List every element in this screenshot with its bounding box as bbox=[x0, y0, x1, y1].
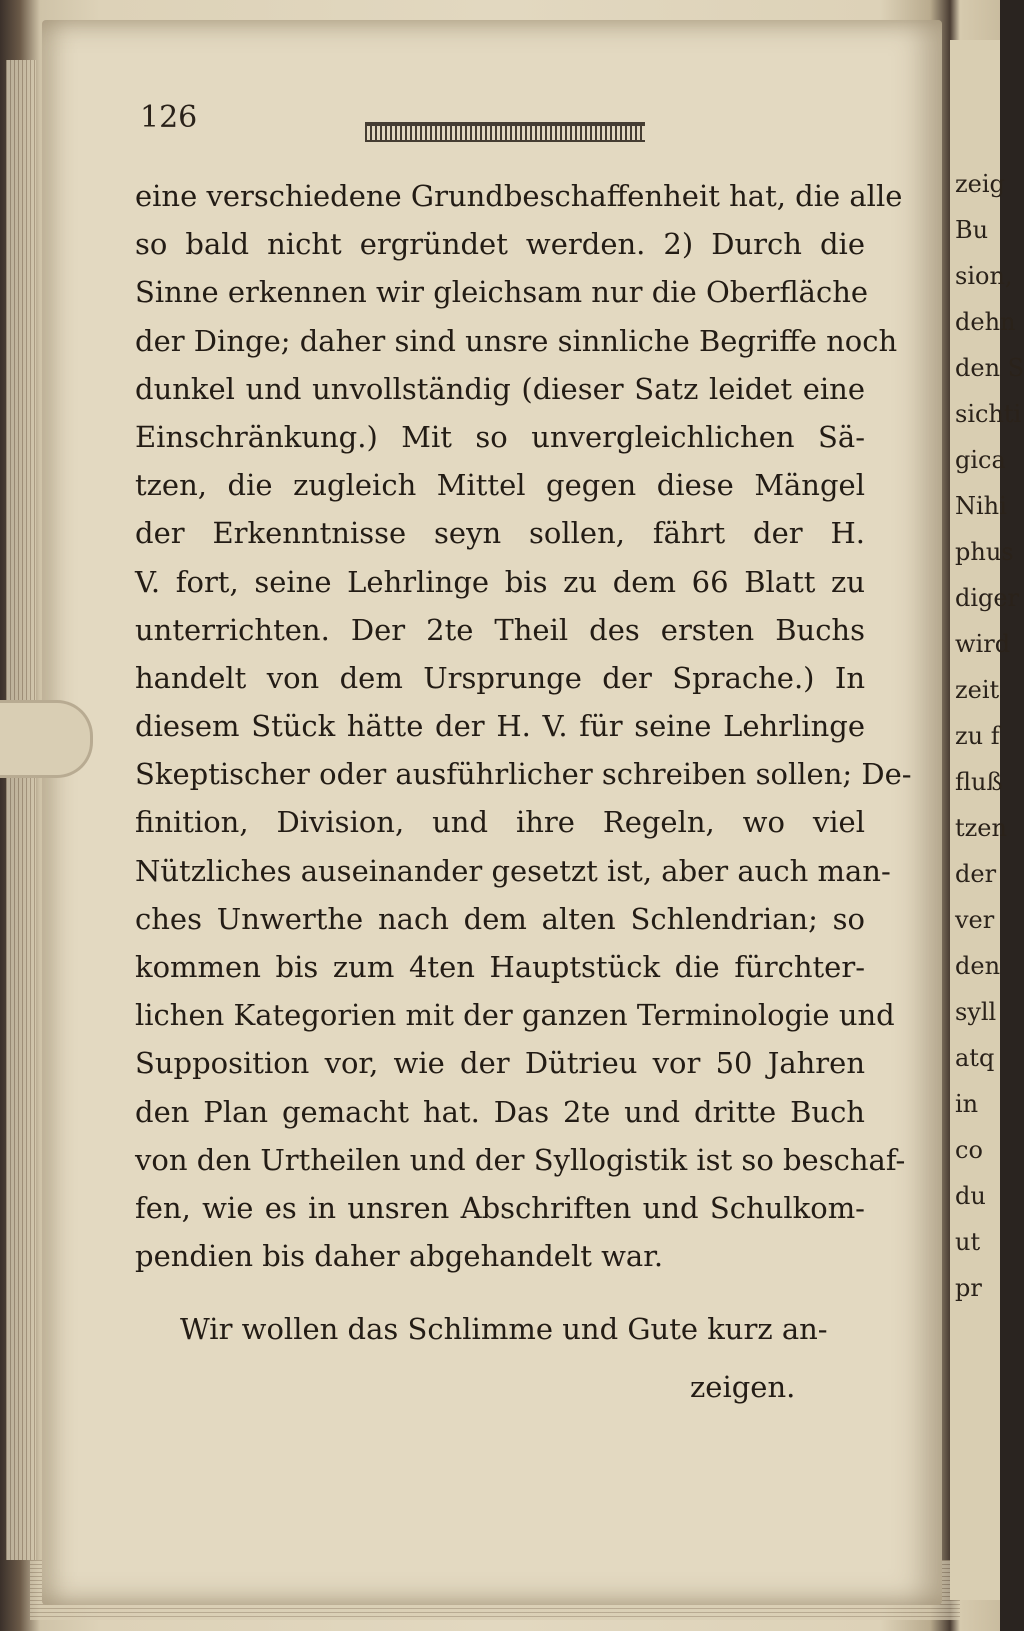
facing-page-fragment: diger bbox=[955, 584, 1020, 612]
text-line: tzen, die zugleich Mittel gegen diese Mängel bbox=[135, 468, 865, 503]
text-line: Supposition vor, wie der Dütrieu vor 50 Jahren bbox=[135, 1046, 865, 1081]
facing-page-fragment: phus bbox=[955, 538, 1014, 566]
body-text bbox=[135, 172, 912, 1280]
facing-page-fragment: ver bbox=[955, 906, 995, 934]
text-line: handelt von dem Ursprunge der Sprache.) In bbox=[135, 660, 865, 695]
facing-page-fragment: sichti bbox=[955, 400, 1022, 428]
text-line: den Plan gemacht hat. Das 2te und dritte Buch bbox=[135, 1094, 865, 1129]
facing-page-fragment: wird bbox=[955, 630, 1011, 658]
facing-page-fragment: atq bbox=[955, 1044, 995, 1072]
page-clip-tab bbox=[0, 700, 93, 778]
facing-page-fragment: zeig bbox=[955, 170, 1005, 198]
facing-page-fragment: den bbox=[955, 952, 1001, 980]
text-line: fen, wie es in unsren Abschriften und Schulkom- bbox=[135, 1190, 865, 1225]
text-line: so bald nicht ergründet werden. 2) Durch die bbox=[135, 227, 865, 262]
facing-page-fragment: fluß bbox=[955, 768, 1003, 796]
facing-page-fragment: du bbox=[955, 1182, 986, 1210]
facing-page-fragment: der bbox=[955, 860, 997, 888]
text-line: Sinne erkennen wir gleichsam nur die Oberfläche bbox=[135, 275, 869, 310]
text-line: der Erkenntnisse seyn sollen, fährt der H. bbox=[135, 516, 865, 551]
facing-page-fragment: Nihi bbox=[955, 492, 1007, 520]
text-line: V. fort, seine Lehrlinge bis zu dem 66 Blatt zu bbox=[135, 564, 865, 599]
page-number: 126 bbox=[140, 100, 198, 135]
text-line: ches Unwerthe nach dem alten Schlendrian; so bbox=[135, 901, 865, 936]
facing-page-fragment: syll bbox=[955, 998, 997, 1026]
facing-page-fragment: zeit bbox=[955, 676, 1000, 704]
facing-page-fragment: dehn bbox=[955, 308, 1016, 336]
text-line: kommen bis zum 4ten Hauptstück die fürchter- bbox=[135, 950, 865, 984]
text-line: dunkel und unvollständig (dieser Satz leidet eine bbox=[135, 371, 865, 406]
facing-page-fragment: in bbox=[955, 1090, 979, 1118]
text-line: diesem Stück hätte der H. V. für seine Lehrlinge bbox=[135, 709, 865, 744]
facing-page-fragment: zu f bbox=[955, 722, 1000, 750]
catchword: zeigen. bbox=[690, 1370, 796, 1404]
facing-page-fragment: co bbox=[955, 1136, 983, 1164]
page-stack-edge bbox=[6, 60, 36, 1560]
text-line: Nützliches auseinander gesetzt ist, aber auch man- bbox=[135, 853, 891, 888]
text-line: lichen Kategorien mit der ganzen Terminologie und bbox=[135, 998, 895, 1033]
text-line: Skeptischer oder ausführlicher schreiben sollen; De- bbox=[135, 757, 912, 792]
facing-page-fragment: den S bbox=[955, 354, 1024, 382]
facing-page-fragment: gica bbox=[955, 446, 1006, 474]
paragraph-2: Wir wollen das Schlimme und Gute kurz an- bbox=[180, 1312, 828, 1346]
text-line: von den Urtheilen und der Syllogistik ist so beschaf- bbox=[135, 1142, 906, 1177]
text-line: unterrichten. Der 2te Theil des ersten Buchs bbox=[135, 612, 865, 647]
text-line: der Dinge; daher sind unsre sinnliche Begriffe noch bbox=[135, 323, 898, 358]
facing-page-fragment: tzen bbox=[955, 814, 1007, 842]
header-ornament-rule bbox=[365, 122, 645, 142]
text-line: finition, Division, und ihre Regeln, wo viel bbox=[135, 805, 865, 840]
facing-page-fragment: sion, bbox=[955, 262, 1013, 290]
text-line: eine verschiedene Grundbeschaffenheit hat, die alle bbox=[135, 179, 903, 213]
facing-page-fragment: pr bbox=[955, 1274, 982, 1302]
facing-page-fragment: ut bbox=[955, 1228, 981, 1256]
text-line: Einschränkung.) Mit so unvergleichlichen Sä- bbox=[135, 419, 865, 454]
facing-page-fragment: Bu bbox=[955, 216, 989, 244]
facing-page-edge bbox=[950, 40, 1024, 1600]
text-line: pendien bis daher abgehandelt war. bbox=[135, 1239, 664, 1274]
